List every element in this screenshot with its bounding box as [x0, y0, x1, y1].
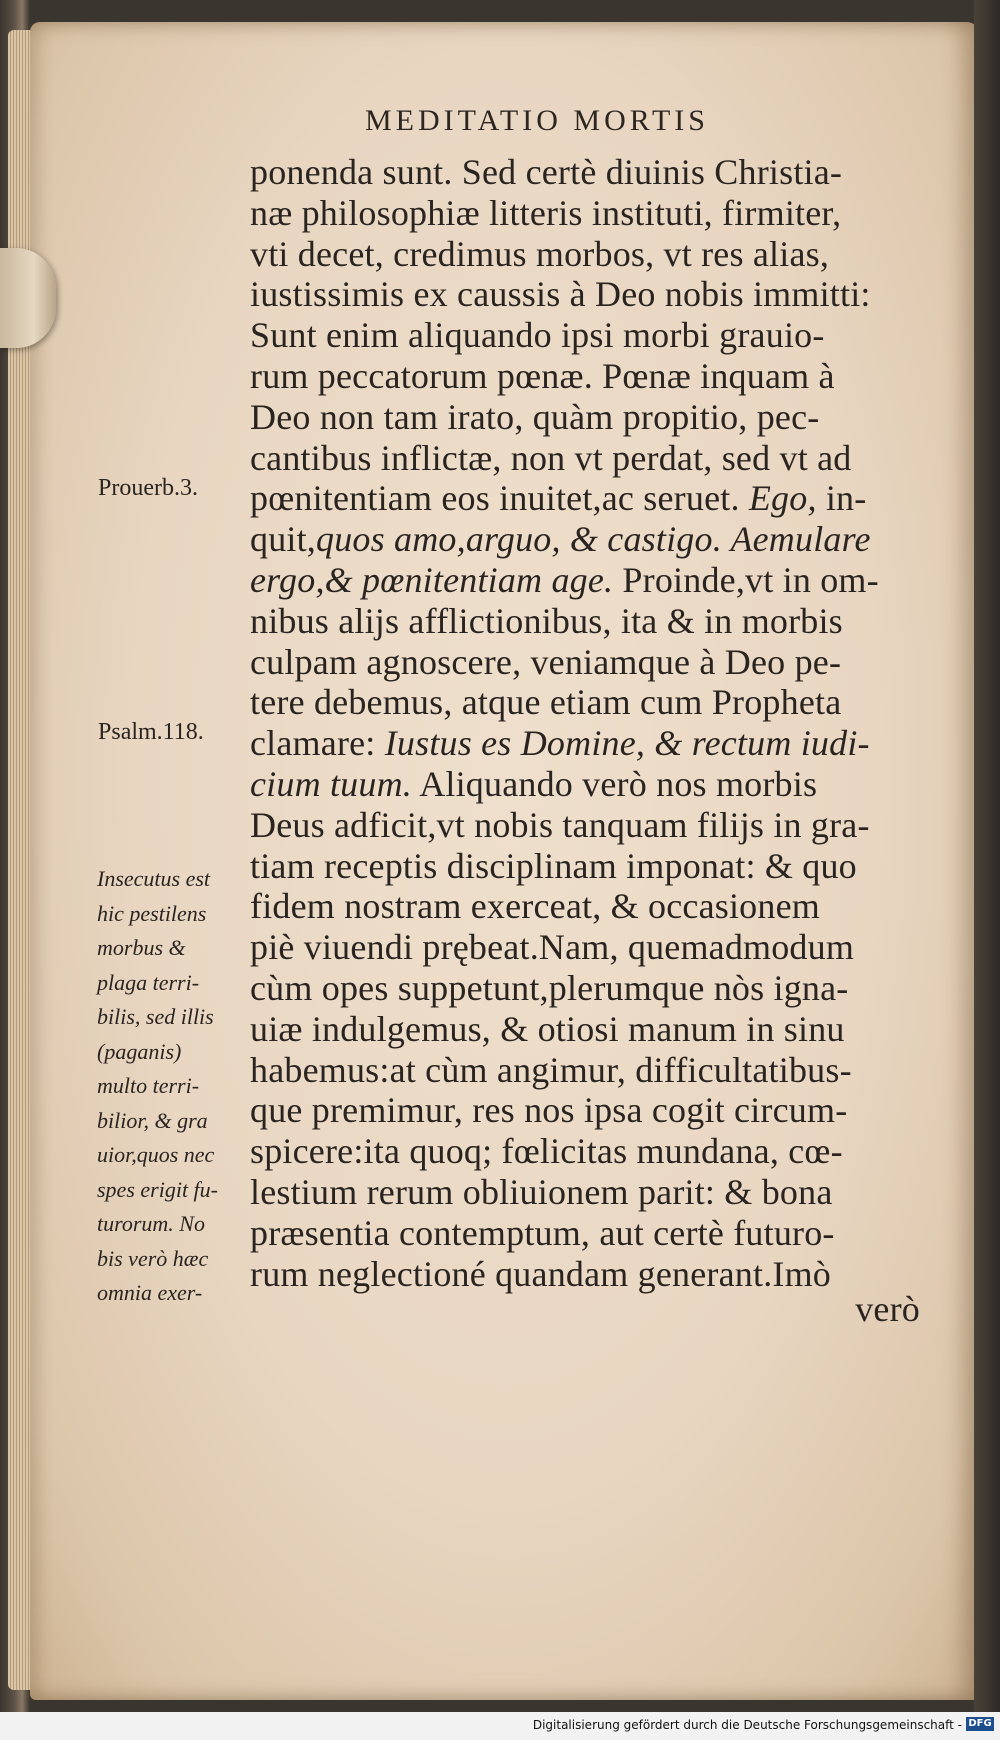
text-line [250, 517, 950, 562]
text-span: tiam receptis disciplinam imponat: & quo [250, 845, 857, 886]
gloss-line: bis verò hæc [97, 1245, 209, 1271]
text-span: vti decet, credimus morbos, vt res alias, [250, 233, 830, 274]
text-span: clamare: [250, 723, 385, 764]
sidenote-proverbs: Prouerb.3. [98, 475, 198, 501]
text-line [250, 599, 950, 644]
text-line [250, 762, 950, 807]
text-span: pœnitentiam eos inuitet,ac seruet. [250, 478, 749, 519]
gloss-line: spes erigit fu- [97, 1176, 218, 1202]
text-line [250, 1129, 950, 1174]
text-span: ponenda sunt. Sed certè diuinis Christia- [250, 152, 843, 192]
text-span: nibus alijs afflictionibus, ita & in morbis [250, 600, 843, 641]
italic-span: ergo,& pœnitentiam age. [250, 560, 614, 600]
gloss-line: omnia exer- [97, 1280, 203, 1305]
text-line [250, 232, 950, 277]
gloss-line: multo terri- [97, 1073, 200, 1098]
text-line [250, 476, 950, 521]
text-line [250, 191, 950, 236]
text-span: rum neglectioné quandam generant.Imò [250, 1253, 831, 1294]
text-line [250, 395, 950, 440]
text-span: que premimur, res nos ipsa cogit circum- [250, 1090, 848, 1131]
text-span: habemus:at cùm angimur, difficultatibus- [250, 1049, 852, 1090]
gloss-line: hic pestilens [97, 900, 207, 926]
text-span: Aliquando verò nos morbis [411, 764, 818, 804]
text-line [250, 313, 950, 358]
text-line [250, 925, 950, 970]
italic-span: Iustus es Domine, & rectum iudi- [384, 723, 870, 764]
catchword: verò [855, 1289, 920, 1329]
gloss-line: turorum. No [97, 1211, 205, 1236]
text-line [250, 354, 950, 399]
sidenote-psalm: Psalm.118. [98, 719, 204, 745]
text-span: quit, [250, 519, 317, 560]
text-line [250, 1007, 950, 1052]
text-span: iustissimis ex caussis à Deo nobis immitti: [250, 274, 871, 315]
text-line [250, 640, 950, 685]
text-line [250, 680, 950, 725]
text-span: præsentia contemptum, aut certè futuro- [250, 1212, 835, 1253]
text-span: tere debemus, atque etiam cum Propheta [250, 682, 842, 723]
text-span: cùm opes suppetunt,plerumque nòs igna- [250, 968, 849, 1008]
gloss-line: Insecutus est [97, 866, 211, 891]
text-line [250, 803, 950, 848]
text-line [250, 966, 950, 1011]
text-span: piè viuendi prębeat.Nam, quemadmodum [250, 927, 855, 968]
text-span: Proinde,vt in om- [613, 560, 879, 600]
text-span: Sunt enim aliquando ipsi morbi grauio- [250, 315, 825, 356]
running-head: MEDITATIO MORTIS [365, 104, 709, 137]
italic-span: Ego, [748, 478, 817, 519]
text-line [250, 1048, 950, 1093]
italic-span: quos amo,arguo, & castigo. Aemulare [316, 519, 871, 560]
text-span: rum peccatorum pœnæ. Pœnæ inquam à [250, 356, 835, 396]
gloss-line: bilis, sed illis [97, 1004, 214, 1029]
text-line [250, 844, 950, 889]
binding-shadow [974, 0, 1000, 1712]
gloss-line: (paganis) [97, 1038, 182, 1064]
footer-credit: Digitalisierung gefördert durch die Deutsche Forschungsgemeinschaft - [532, 1718, 962, 1732]
dfg-logo: DFG [966, 1717, 994, 1731]
text-span: Deus adficit,vt nobis tanquam filijs in gra- [250, 804, 870, 845]
italic-span: cium tuum. [250, 764, 412, 804]
text-span: cantibus inflictæ, non vt perdat, sed vt ad [250, 437, 852, 478]
text-line [250, 272, 950, 317]
text-span: culpam agnoscere, veniamque à Deo pe- [250, 641, 842, 682]
text-line [250, 1211, 950, 1256]
gloss-line: morbus & [97, 935, 186, 960]
text-line [250, 436, 950, 481]
gloss-line: bilior, & gra [97, 1107, 208, 1133]
text-span: næ philosophiæ litteris instituti, firmiter, [250, 192, 842, 233]
text-line [250, 1170, 950, 1215]
text-line [250, 558, 950, 603]
gloss-line: uior,quos nec [97, 1142, 215, 1167]
text-span: lestium rerum obliuionem parit: & bona [250, 1172, 833, 1212]
text-span: uiæ indulgemus, & otiosi manum in sinu [250, 1008, 845, 1049]
text-span: fidem nostram exerceat, & occasionem [250, 886, 820, 927]
text-span: Deo non tam irato, quàm propitio, pec- [250, 396, 820, 437]
text-line [250, 1088, 950, 1133]
text-span: in- [816, 478, 867, 519]
text-line [250, 721, 950, 766]
text-span: spicere:ita quoq; fœlicitas mundana, cœ- [250, 1131, 843, 1172]
text-line [250, 150, 950, 195]
gloss-line: plaga terri- [97, 969, 200, 995]
text-line [250, 884, 950, 929]
